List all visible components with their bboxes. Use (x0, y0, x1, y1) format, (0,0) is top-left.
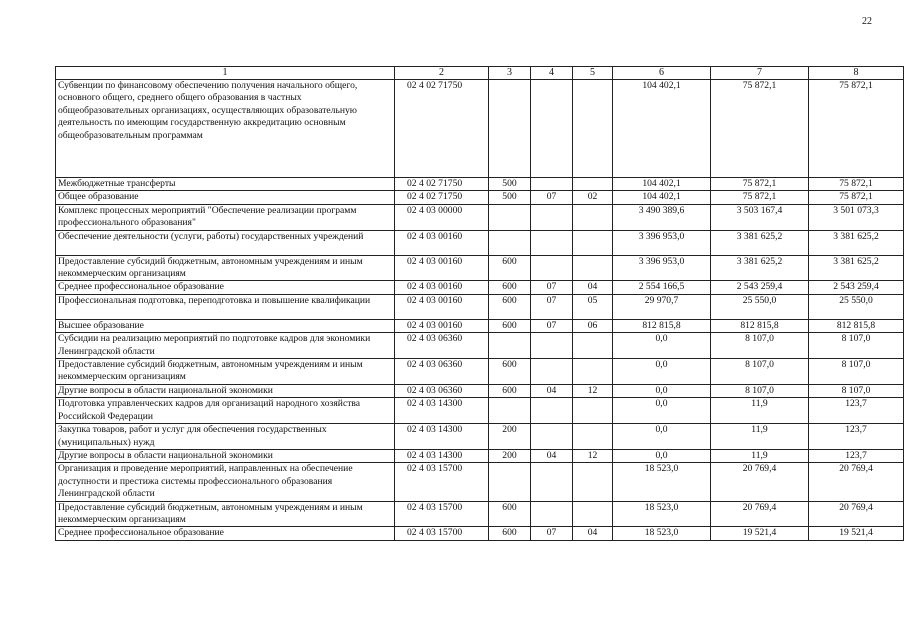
table-row (56, 463, 904, 501)
row-value-cell: 04 (531, 449, 573, 462)
row-name-cell: Другие вопросы в области национальной экономики (56, 449, 395, 462)
row-value-cell: 11,9 (711, 424, 809, 450)
row-value-cell: 25 550,0 (711, 294, 809, 319)
row-value-cell: 02 4 03 00160 (395, 230, 489, 255)
row-value-cell: 02 4 03 14300 (395, 424, 489, 450)
row-value-cell: 07 (531, 294, 573, 319)
row-name-cell: Высшее образование (56, 319, 395, 332)
table-row (56, 178, 904, 191)
header-row (56, 67, 904, 80)
row-value-cell: 8 107,0 (809, 359, 904, 385)
budget-table (55, 66, 904, 541)
row-value-cell: 500 (489, 191, 531, 204)
row-value-cell: 2 543 259,4 (809, 281, 904, 294)
row-value-cell: 123,7 (809, 449, 904, 462)
row-value-cell: 3 381 625,2 (809, 230, 904, 255)
column-header: 2 (395, 67, 489, 80)
row-name-cell: Комплекс процессных мероприятий "Обеспечение реализации программ профессионального образования" (56, 204, 395, 230)
row-value-cell: 812 815,8 (711, 319, 809, 332)
row-value-cell: 0,0 (613, 359, 711, 385)
page-number: 22 (862, 16, 872, 27)
row-value-cell: 200 (489, 449, 531, 462)
row-value-cell: 07 (531, 527, 573, 540)
row-value-cell: 25 550,0 (809, 294, 904, 319)
row-value-cell: 600 (489, 294, 531, 319)
row-name-cell: Подготовка управленческих кадров для организаций народного хозяйства Российской Федерации (56, 398, 395, 424)
row-value-cell (531, 398, 573, 424)
row-name-cell: Субвенции по финансовому обеспечению получения начального общего, основного общего, среднего общего образования в частных общеобразовательных организациях, осуществляющих образовательную деятельность по имеющим государственную аккредитацию основным общеобразовательным программам (56, 80, 395, 178)
row-value-cell: 104 402,1 (613, 80, 711, 178)
row-value-cell: 04 (573, 281, 613, 294)
row-value-cell: 500 (489, 178, 531, 191)
row-value-cell: 8 107,0 (809, 384, 904, 397)
column-header: 1 (56, 67, 395, 80)
row-name-cell: Предоставление субсидий бюджетным, автономным учреждениям и иным некоммерческим организациям (56, 359, 395, 385)
row-value-cell: 18 523,0 (613, 527, 711, 540)
row-value-cell: 02 4 03 14300 (395, 449, 489, 462)
row-value-cell: 20 769,4 (809, 463, 904, 501)
row-name-cell: Организация и проведение мероприятий, направленных на обеспечение доступности и престижа системы профессионального образования Ленинградской области (56, 463, 395, 501)
row-value-cell (531, 178, 573, 191)
row-name-cell: Профессиональная подготовка, переподготовка и повышение квалификации (56, 294, 395, 319)
row-value-cell: 8 107,0 (809, 333, 904, 359)
row-value-cell: 02 4 03 15700 (395, 527, 489, 540)
row-value-cell: 3 501 073,3 (809, 204, 904, 230)
row-name-cell: Среднее профессиональное образование (56, 527, 395, 540)
row-value-cell: 3 396 953,0 (613, 255, 711, 281)
row-value-cell (531, 501, 573, 527)
row-value-cell (573, 80, 613, 178)
row-value-cell: 8 107,0 (711, 359, 809, 385)
row-value-cell: 02 4 03 06360 (395, 333, 489, 359)
table-row (56, 359, 904, 385)
table-row (56, 398, 904, 424)
row-value-cell: 104 402,1 (613, 178, 711, 191)
column-header: 5 (573, 67, 613, 80)
row-value-cell: 75 872,1 (809, 178, 904, 191)
row-value-cell: 2 554 166,5 (613, 281, 711, 294)
row-value-cell: 600 (489, 255, 531, 281)
row-value-cell: 20 769,4 (809, 501, 904, 527)
row-value-cell: 18 523,0 (613, 501, 711, 527)
row-value-cell (531, 424, 573, 450)
row-value-cell (573, 398, 613, 424)
row-name-cell: Закупка товаров, работ и услуг для обеспечения государственных (муниципальных) нужд (56, 424, 395, 450)
row-value-cell: 3 381 625,2 (809, 255, 904, 281)
table-row (56, 319, 904, 332)
row-name-cell: Обеспечение деятельности (услуги, работы) государственных учреждений (56, 230, 395, 255)
row-value-cell (573, 463, 613, 501)
row-value-cell: 02 4 03 00160 (395, 281, 489, 294)
row-value-cell: 18 523,0 (613, 463, 711, 501)
row-value-cell (531, 463, 573, 501)
row-value-cell (489, 80, 531, 178)
row-value-cell: 20 769,4 (711, 463, 809, 501)
row-value-cell: 02 4 03 00160 (395, 255, 489, 281)
row-value-cell (573, 501, 613, 527)
table-row (56, 384, 904, 397)
row-value-cell (531, 333, 573, 359)
row-value-cell: 07 (531, 281, 573, 294)
row-value-cell: 123,7 (809, 424, 904, 450)
table-row (56, 281, 904, 294)
table-row (56, 191, 904, 204)
row-value-cell: 3 381 625,2 (711, 230, 809, 255)
column-header: 8 (809, 67, 904, 80)
row-value-cell (531, 255, 573, 281)
row-value-cell: 75 872,1 (809, 191, 904, 204)
row-value-cell: 02 (573, 191, 613, 204)
row-value-cell: 04 (573, 527, 613, 540)
table-row (56, 424, 904, 450)
row-value-cell (573, 230, 613, 255)
table-row (56, 527, 904, 540)
row-value-cell: 3 381 625,2 (711, 255, 809, 281)
row-value-cell: 2 543 259,4 (711, 281, 809, 294)
row-value-cell: 600 (489, 359, 531, 385)
row-value-cell: 3 490 389,6 (613, 204, 711, 230)
row-value-cell (489, 333, 531, 359)
table-row (56, 501, 904, 527)
row-value-cell (531, 204, 573, 230)
row-value-cell (489, 230, 531, 255)
row-value-cell: 02 4 03 00160 (395, 294, 489, 319)
row-value-cell: 07 (531, 319, 573, 332)
row-value-cell: 3 396 953,0 (613, 230, 711, 255)
table-row (56, 333, 904, 359)
row-name-cell: Предоставление субсидий бюджетным, автономным учреждениям и иным некоммерческим организациям (56, 255, 395, 281)
row-value-cell (573, 204, 613, 230)
row-value-cell: 0,0 (613, 398, 711, 424)
row-value-cell: 19 521,4 (711, 527, 809, 540)
row-value-cell: 02 4 03 06360 (395, 359, 489, 385)
row-value-cell: 12 (573, 384, 613, 397)
table-row (56, 80, 904, 178)
row-value-cell: 05 (573, 294, 613, 319)
row-value-cell (573, 333, 613, 359)
row-value-cell (489, 398, 531, 424)
row-value-cell: 0,0 (613, 449, 711, 462)
row-value-cell: 0,0 (613, 333, 711, 359)
row-value-cell (531, 359, 573, 385)
row-name-cell: Субсидии на реализацию мероприятий по подготовке кадров для экономики Ленинградской области (56, 333, 395, 359)
row-value-cell: 12 (573, 449, 613, 462)
row-value-cell: 02 4 03 14300 (395, 398, 489, 424)
table-body (56, 80, 904, 541)
row-value-cell: 600 (489, 319, 531, 332)
row-value-cell: 0,0 (613, 424, 711, 450)
table-row (56, 294, 904, 319)
row-value-cell (489, 204, 531, 230)
row-value-cell: 02 4 03 15700 (395, 463, 489, 501)
row-value-cell: 812 815,8 (613, 319, 711, 332)
table-row (56, 230, 904, 255)
row-value-cell: 11,9 (711, 398, 809, 424)
row-value-cell: 02 4 03 06360 (395, 384, 489, 397)
row-value-cell: 123,7 (809, 398, 904, 424)
row-name-cell: Среднее профессиональное образование (56, 281, 395, 294)
row-value-cell: 0,0 (613, 384, 711, 397)
table-row (56, 255, 904, 281)
row-value-cell: 02 4 02 71750 (395, 191, 489, 204)
row-value-cell: 29 970,7 (613, 294, 711, 319)
row-value-cell: 07 (531, 191, 573, 204)
table-row (56, 449, 904, 462)
row-name-cell: Предоставление субсидий бюджетным, автономным учреждениям и иным некоммерческим организациям (56, 501, 395, 527)
row-value-cell: 02 4 02 71750 (395, 178, 489, 191)
row-value-cell: 600 (489, 527, 531, 540)
row-value-cell: 3 503 167,4 (711, 204, 809, 230)
row-value-cell: 8 107,0 (711, 333, 809, 359)
row-value-cell (573, 424, 613, 450)
row-value-cell (531, 230, 573, 255)
row-value-cell: 02 4 03 15700 (395, 501, 489, 527)
row-value-cell: 20 769,4 (711, 501, 809, 527)
row-value-cell: 75 872,1 (711, 80, 809, 178)
row-value-cell: 02 4 03 00160 (395, 319, 489, 332)
row-value-cell (573, 359, 613, 385)
row-value-cell: 19 521,4 (809, 527, 904, 540)
row-value-cell: 600 (489, 501, 531, 527)
row-value-cell: 8 107,0 (711, 384, 809, 397)
table-row (56, 204, 904, 230)
row-value-cell: 600 (489, 384, 531, 397)
row-value-cell (573, 178, 613, 191)
row-value-cell: 812 815,8 (809, 319, 904, 332)
column-header: 7 (711, 67, 809, 80)
column-header: 3 (489, 67, 531, 80)
row-name-cell: Другие вопросы в области национальной экономики (56, 384, 395, 397)
row-value-cell: 75 872,1 (711, 178, 809, 191)
row-name-cell: Межбюджетные трансферты (56, 178, 395, 191)
row-value-cell (489, 463, 531, 501)
row-value-cell: 02 4 02 71750 (395, 80, 489, 178)
column-header: 6 (613, 67, 711, 80)
row-value-cell: 04 (531, 384, 573, 397)
row-value-cell: 75 872,1 (809, 80, 904, 178)
row-value-cell (531, 80, 573, 178)
row-value-cell: 02 4 03 00000 (395, 204, 489, 230)
row-value-cell: 06 (573, 319, 613, 332)
row-value-cell: 600 (489, 281, 531, 294)
row-value-cell: 11,9 (711, 449, 809, 462)
row-name-cell: Общее образование (56, 191, 395, 204)
row-value-cell (573, 255, 613, 281)
column-header: 4 (531, 67, 573, 80)
row-value-cell: 75 872,1 (711, 191, 809, 204)
row-value-cell: 104 402,1 (613, 191, 711, 204)
row-value-cell: 200 (489, 424, 531, 450)
